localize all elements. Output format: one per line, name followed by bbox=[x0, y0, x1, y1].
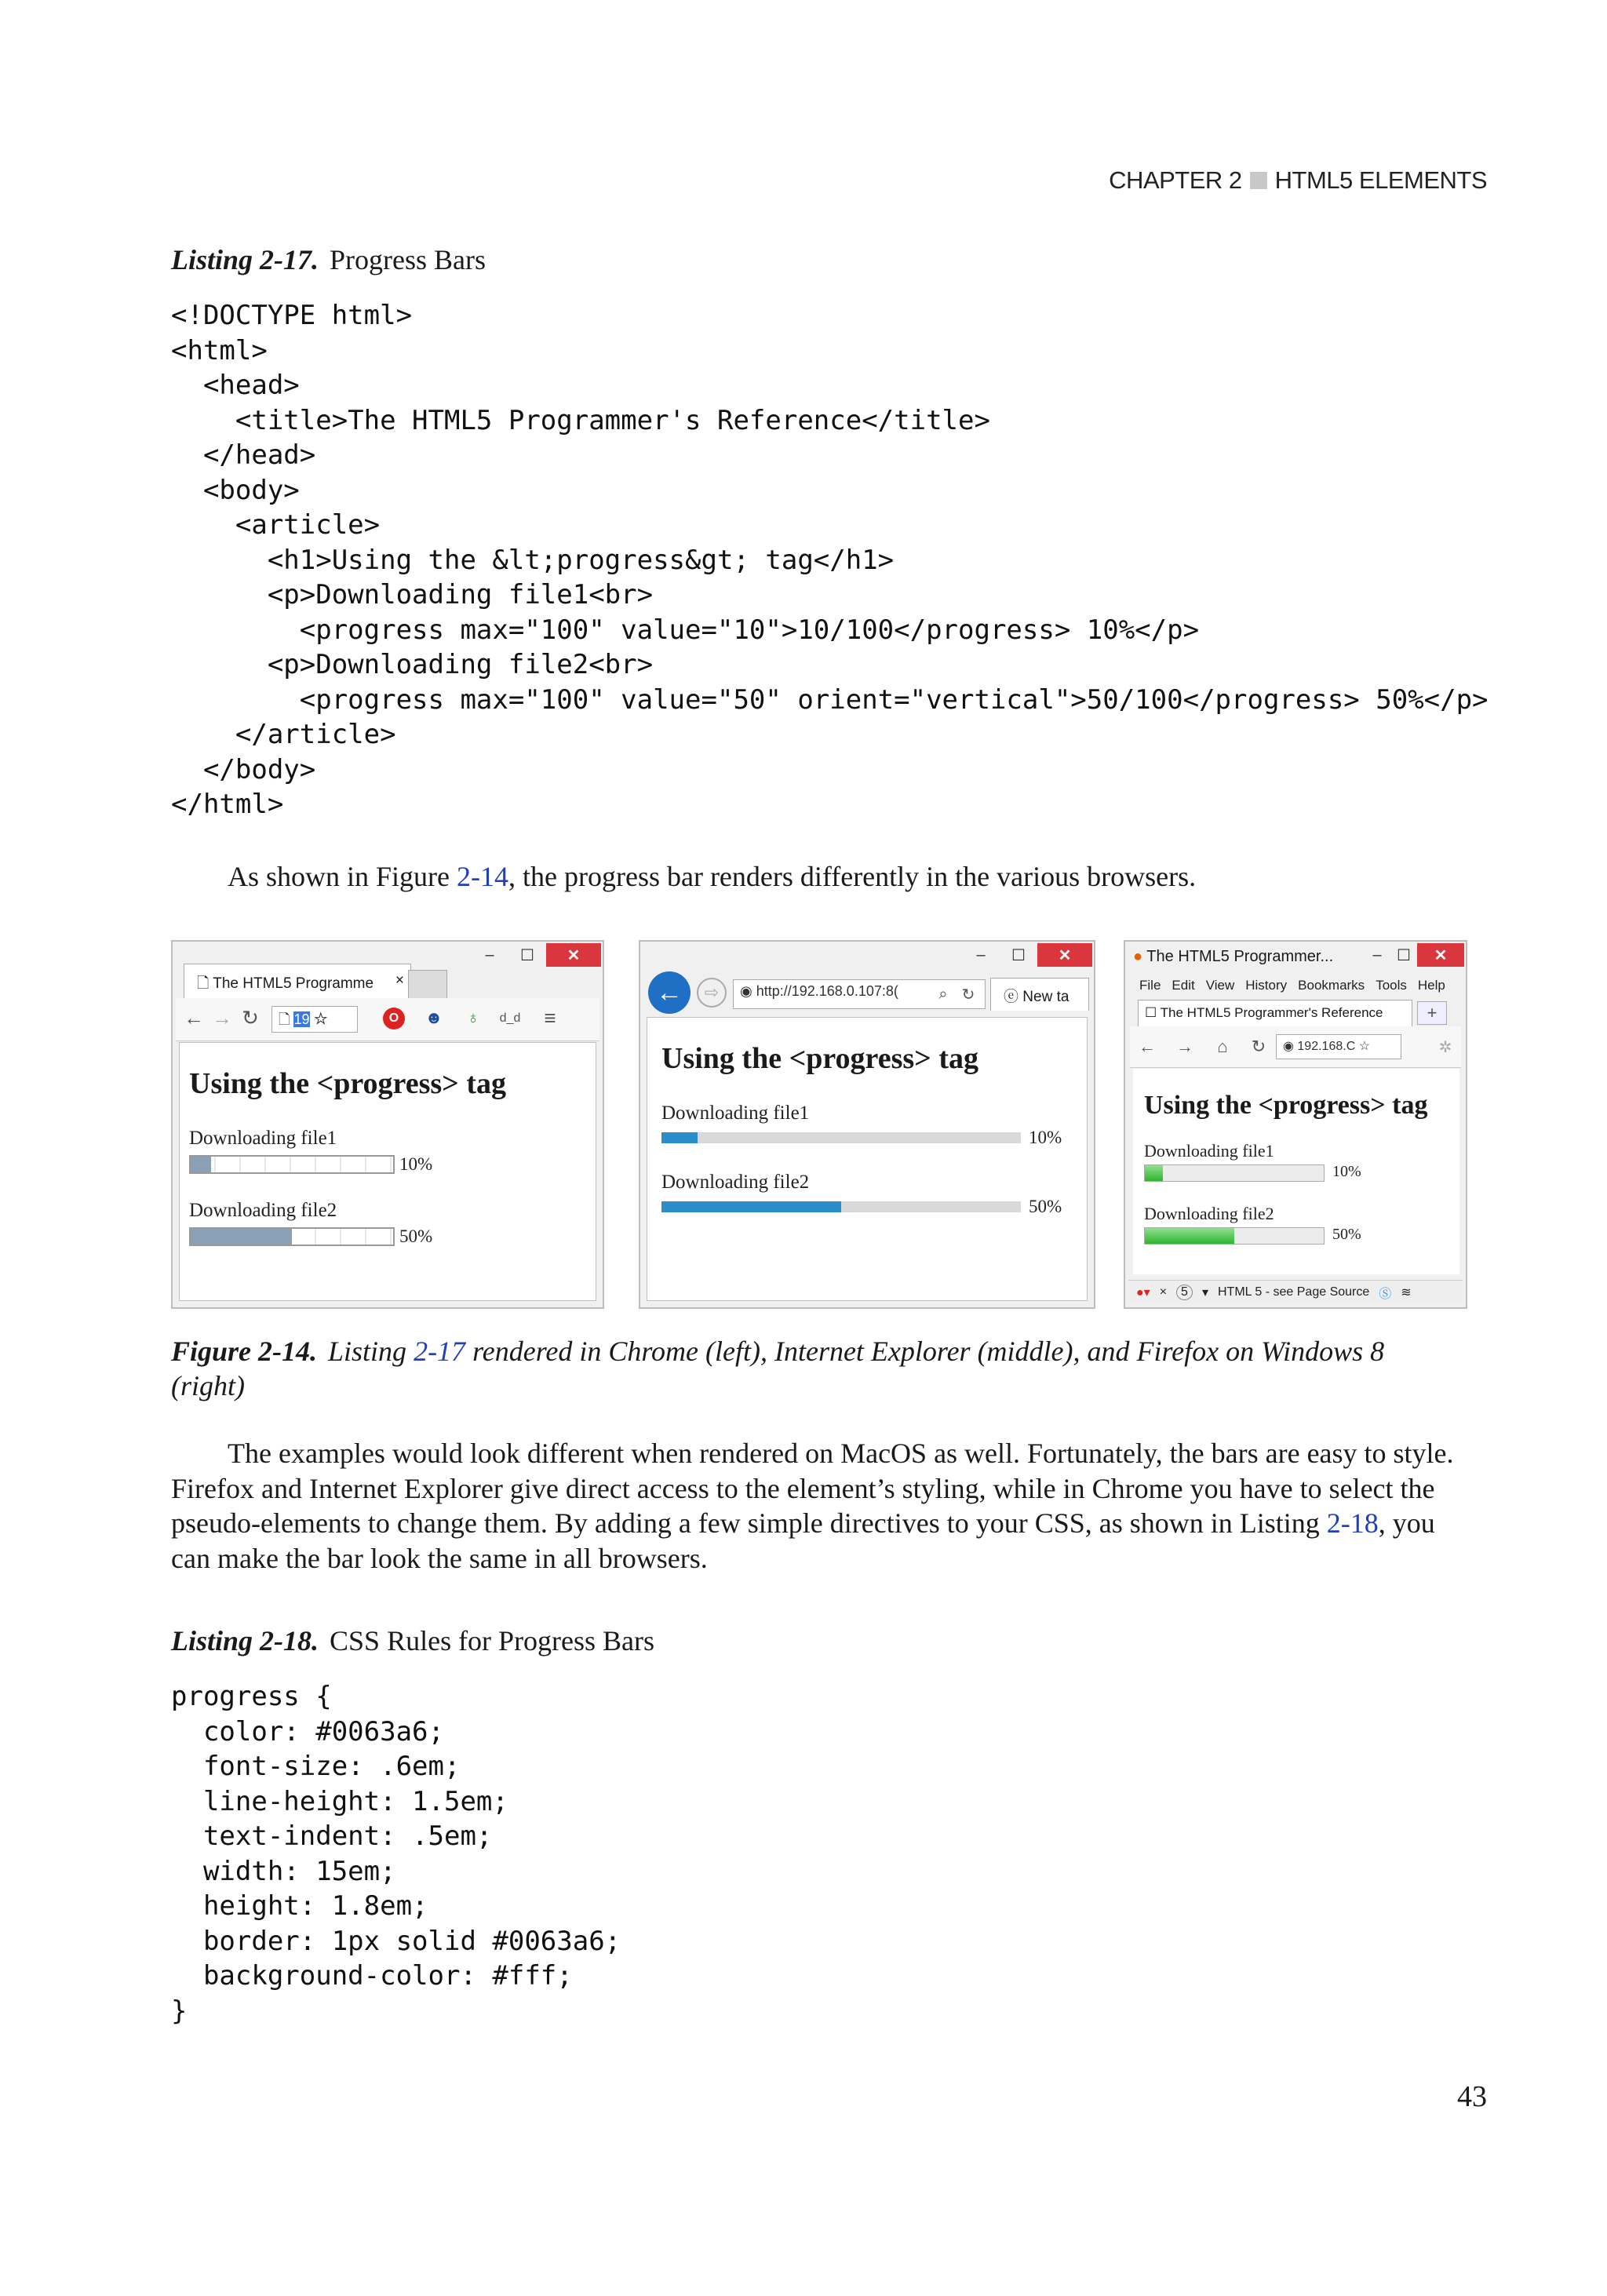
file2-progress-fill bbox=[661, 1201, 841, 1212]
firefox-screenshot bbox=[1124, 940, 1467, 1309]
file2-progress-fill bbox=[191, 1229, 292, 1245]
file1-label: Downloading file1 bbox=[661, 1102, 810, 1124]
close-icon[interactable]: ✕ bbox=[546, 943, 601, 967]
listing-title: CSS Rules for Progress Bars bbox=[330, 1625, 655, 1656]
back-icon[interactable]: ← bbox=[1139, 1037, 1156, 1056]
back-icon[interactable]: ← bbox=[648, 971, 691, 1014]
skype-icon[interactable]: Ⓢ bbox=[1379, 1287, 1392, 1301]
figure-number: Figure 2-14. bbox=[171, 1336, 318, 1367]
file1-progress-bar bbox=[661, 1132, 1021, 1143]
firefox-tab[interactable] bbox=[1138, 1000, 1412, 1026]
file2-progress-bar bbox=[661, 1201, 1021, 1212]
settings-icon[interactable]: ✲ bbox=[1438, 1038, 1452, 1056]
new-tab-plus-icon[interactable]: + bbox=[1417, 1001, 1447, 1025]
ie-page-icon: ◉ bbox=[740, 983, 756, 999]
file1-label: Downloading file1 bbox=[189, 1128, 337, 1149]
menu-tools[interactable]: Tools bbox=[1376, 978, 1407, 993]
close-addon-icon[interactable]: × bbox=[1159, 1285, 1168, 1299]
count-badge[interactable]: 5 bbox=[1176, 1285, 1193, 1300]
chrome-screenshot bbox=[171, 940, 604, 1309]
maximize-icon[interactable]: ☐ bbox=[1397, 946, 1411, 964]
menu-help[interactable]: Help bbox=[1417, 978, 1445, 993]
menu-view[interactable]: View bbox=[1205, 978, 1235, 993]
firefox-page bbox=[1133, 1069, 1459, 1274]
file2-percent: 50% bbox=[399, 1226, 433, 1246]
window-controls bbox=[471, 943, 601, 967]
close-icon[interactable]: ✕ bbox=[1417, 943, 1464, 967]
menu-history[interactable]: History bbox=[1245, 978, 1288, 993]
firefox-toolbar bbox=[1130, 1026, 1461, 1068]
extension-icon[interactable]: ♁ bbox=[466, 1008, 480, 1027]
menu-bar bbox=[1139, 978, 1445, 993]
page-icon: 🗋 bbox=[279, 1011, 294, 1027]
listing-number: Listing 2-17. bbox=[171, 244, 319, 275]
tab-title: The HTML5 Programme bbox=[213, 975, 374, 992]
page-heading: Using the <progress> tag bbox=[661, 1042, 978, 1075]
search-icon[interactable]: ⌕ bbox=[938, 985, 948, 1003]
star-icon[interactable]: ☆ bbox=[309, 1011, 329, 1027]
file2-progress-bar bbox=[189, 1227, 395, 1246]
addon-icon[interactable]: ●▾ bbox=[1136, 1286, 1150, 1299]
figure-intro-paragraph: As shown in Figure 2-14, the progress bar renders differently in the various browsers. bbox=[228, 861, 1197, 892]
url-text: 192.168.C bbox=[1297, 1040, 1356, 1053]
file1-percent: 10% bbox=[1332, 1163, 1361, 1180]
file2-progress-fill bbox=[1145, 1228, 1234, 1244]
chrome-tab[interactable] bbox=[184, 964, 411, 998]
file1-progress-bar bbox=[1144, 1164, 1325, 1182]
page-icon: 🗋 bbox=[197, 975, 210, 992]
file1-progress-fill bbox=[1145, 1165, 1163, 1181]
minimize-icon[interactable]: – bbox=[485, 946, 494, 964]
star-icon[interactable]: ☆ bbox=[1358, 1040, 1371, 1053]
file2-label: Downloading file2 bbox=[1144, 1204, 1274, 1223]
home-icon[interactable]: ⌂ bbox=[1217, 1037, 1228, 1056]
running-header bbox=[1109, 166, 1487, 195]
page-heading: Using the <progress> tag bbox=[189, 1067, 506, 1100]
page-heading: Using the <progress> tag bbox=[1144, 1091, 1428, 1120]
ghost-extension-icon[interactable]: ☻ bbox=[425, 1008, 443, 1027]
file1-progress-bar bbox=[189, 1155, 395, 1174]
opera-icon[interactable]: O bbox=[383, 1008, 405, 1030]
listing-2-17-link[interactable]: 2-17 bbox=[414, 1336, 466, 1367]
window-controls bbox=[1364, 943, 1464, 967]
address-bar[interactable] bbox=[1276, 1034, 1401, 1059]
chrome-toolbar bbox=[176, 998, 599, 1041]
file2-progress-bar bbox=[1144, 1227, 1325, 1245]
header-separator bbox=[1250, 172, 1267, 189]
file1-progress-fill bbox=[191, 1157, 211, 1172]
menu-bookmarks[interactable]: Bookmarks bbox=[1298, 978, 1365, 993]
url-text: 19 bbox=[293, 1011, 310, 1027]
listing-2-18-link[interactable]: 2-18 bbox=[1326, 1507, 1379, 1539]
status-text: HTML 5 - see Page Source bbox=[1217, 1285, 1370, 1299]
listing-2-17-code: <!DOCTYPE html> <html> <head> <title>The HTML5 Programmer's Reference</title> </head> <body> <article> <h1>Using the &lt;progress&gt; tag</h1> <p>Downloading file1<br> <progress max="100" value="10">10/100</progress> 10%</p> <p>Downloading file2<br> <progress max="100" value="50" orient="vertical">50/100</progress> 50%</p> </article> </body> </html> bbox=[171, 300, 1489, 820]
tab-title: New ta bbox=[1022, 989, 1070, 1005]
file2-percent: 50% bbox=[1332, 1226, 1361, 1243]
listing-number: Listing 2-18. bbox=[171, 1625, 319, 1656]
ie-page bbox=[647, 1017, 1088, 1301]
address-bar[interactable] bbox=[271, 1006, 358, 1033]
maximize-icon[interactable]: ☐ bbox=[520, 946, 534, 964]
firefox-logo-icon: ● bbox=[1133, 948, 1143, 965]
figure-2-14-caption: Figure 2-14. Listing 2-17 rendered in Chrome (left), Internet Explorer (middle), and Firefox on Windows 8 (right) bbox=[171, 1336, 1385, 1401]
globe-icon: ◉ bbox=[1283, 1040, 1298, 1053]
listing-title: Progress Bars bbox=[330, 244, 486, 275]
refresh-icon[interactable]: ↻ bbox=[961, 986, 975, 1004]
forward-icon[interactable]: → bbox=[212, 1005, 232, 1030]
chapter-label: CHAPTER 2 bbox=[1109, 166, 1242, 194]
ie-screenshot bbox=[639, 940, 1095, 1309]
reload-icon[interactable]: ↻ bbox=[1251, 1037, 1266, 1056]
new-tab-button[interactable] bbox=[408, 970, 447, 998]
minimize-icon[interactable]: – bbox=[1372, 946, 1382, 964]
file1-percent: 10% bbox=[399, 1154, 433, 1174]
maximize-icon[interactable]: ☐ bbox=[1011, 946, 1026, 964]
forward-icon[interactable]: → bbox=[1176, 1037, 1193, 1056]
dropdown-icon[interactable]: ▾ bbox=[1201, 1286, 1208, 1299]
ie-logo-icon: ⓔ bbox=[1004, 989, 1023, 1005]
minimize-icon[interactable]: – bbox=[976, 946, 986, 964]
file2-label: Downloading file2 bbox=[661, 1172, 810, 1193]
window-controls bbox=[962, 943, 1092, 967]
tab-close-icon[interactable]: × bbox=[395, 972, 404, 989]
tab-title: The HTML5 Programmer's Reference bbox=[1160, 1005, 1383, 1020]
forward-icon[interactable]: ⇨ bbox=[697, 978, 727, 1008]
layers-icon[interactable]: ≋ bbox=[1401, 1286, 1412, 1299]
back-icon[interactable]: ← bbox=[184, 1005, 204, 1030]
menu-file[interactable]: File bbox=[1139, 978, 1161, 993]
page-icon: ☐ bbox=[1145, 1005, 1161, 1020]
file1-percent: 10% bbox=[1029, 1128, 1062, 1147]
close-icon[interactable]: ✕ bbox=[1037, 943, 1092, 967]
listing-2-18-caption bbox=[171, 1624, 654, 1657]
menu-edit[interactable]: Edit bbox=[1172, 978, 1195, 993]
url-text: http://192.168.0.107:8( bbox=[756, 983, 898, 999]
section-label: HTML5 ELEMENTS bbox=[1274, 166, 1487, 194]
dd-extension-icon[interactable]: d_d bbox=[499, 1011, 521, 1025]
menu-icon[interactable]: ≡ bbox=[544, 1005, 556, 1030]
window-title: ● The HTML5 Programmer... bbox=[1133, 948, 1334, 965]
file1-label: Downloading file1 bbox=[1144, 1141, 1274, 1161]
styling-paragraph: The examples would look different when rendered on MacOS as well. Fortunately, the bars are easy to style. Firefox and Internet Explorer give direct access to the element’s styling, while in Chrome you have to select the pseudo-elements to change them. By adding a few simple directives to your CSS, as shown in Listing 2-18, you can make the bar look the same in all browsers. bbox=[171, 1438, 1454, 1574]
figure-2-14-link[interactable]: 2-14 bbox=[457, 861, 509, 892]
page-number: 43 bbox=[1457, 2080, 1487, 2113]
reload-icon[interactable]: ↻ bbox=[242, 1005, 259, 1030]
new-tab[interactable] bbox=[990, 978, 1089, 1011]
file2-percent: 50% bbox=[1029, 1197, 1062, 1216]
addon-bar bbox=[1128, 1280, 1463, 1304]
file1-progress-fill bbox=[661, 1132, 698, 1143]
file2-label: Downloading file2 bbox=[189, 1200, 337, 1221]
listing-2-18-code: progress { color: #0063a6; font-size: .6em; line-height: 1.5em; text-indent: .5em; width: 15em; height: 1.8em; border: 1px solid #0063a6; background-color: #fff; } bbox=[171, 1681, 621, 2027]
chrome-page bbox=[179, 1042, 596, 1301]
listing-2-17-caption bbox=[171, 243, 486, 276]
